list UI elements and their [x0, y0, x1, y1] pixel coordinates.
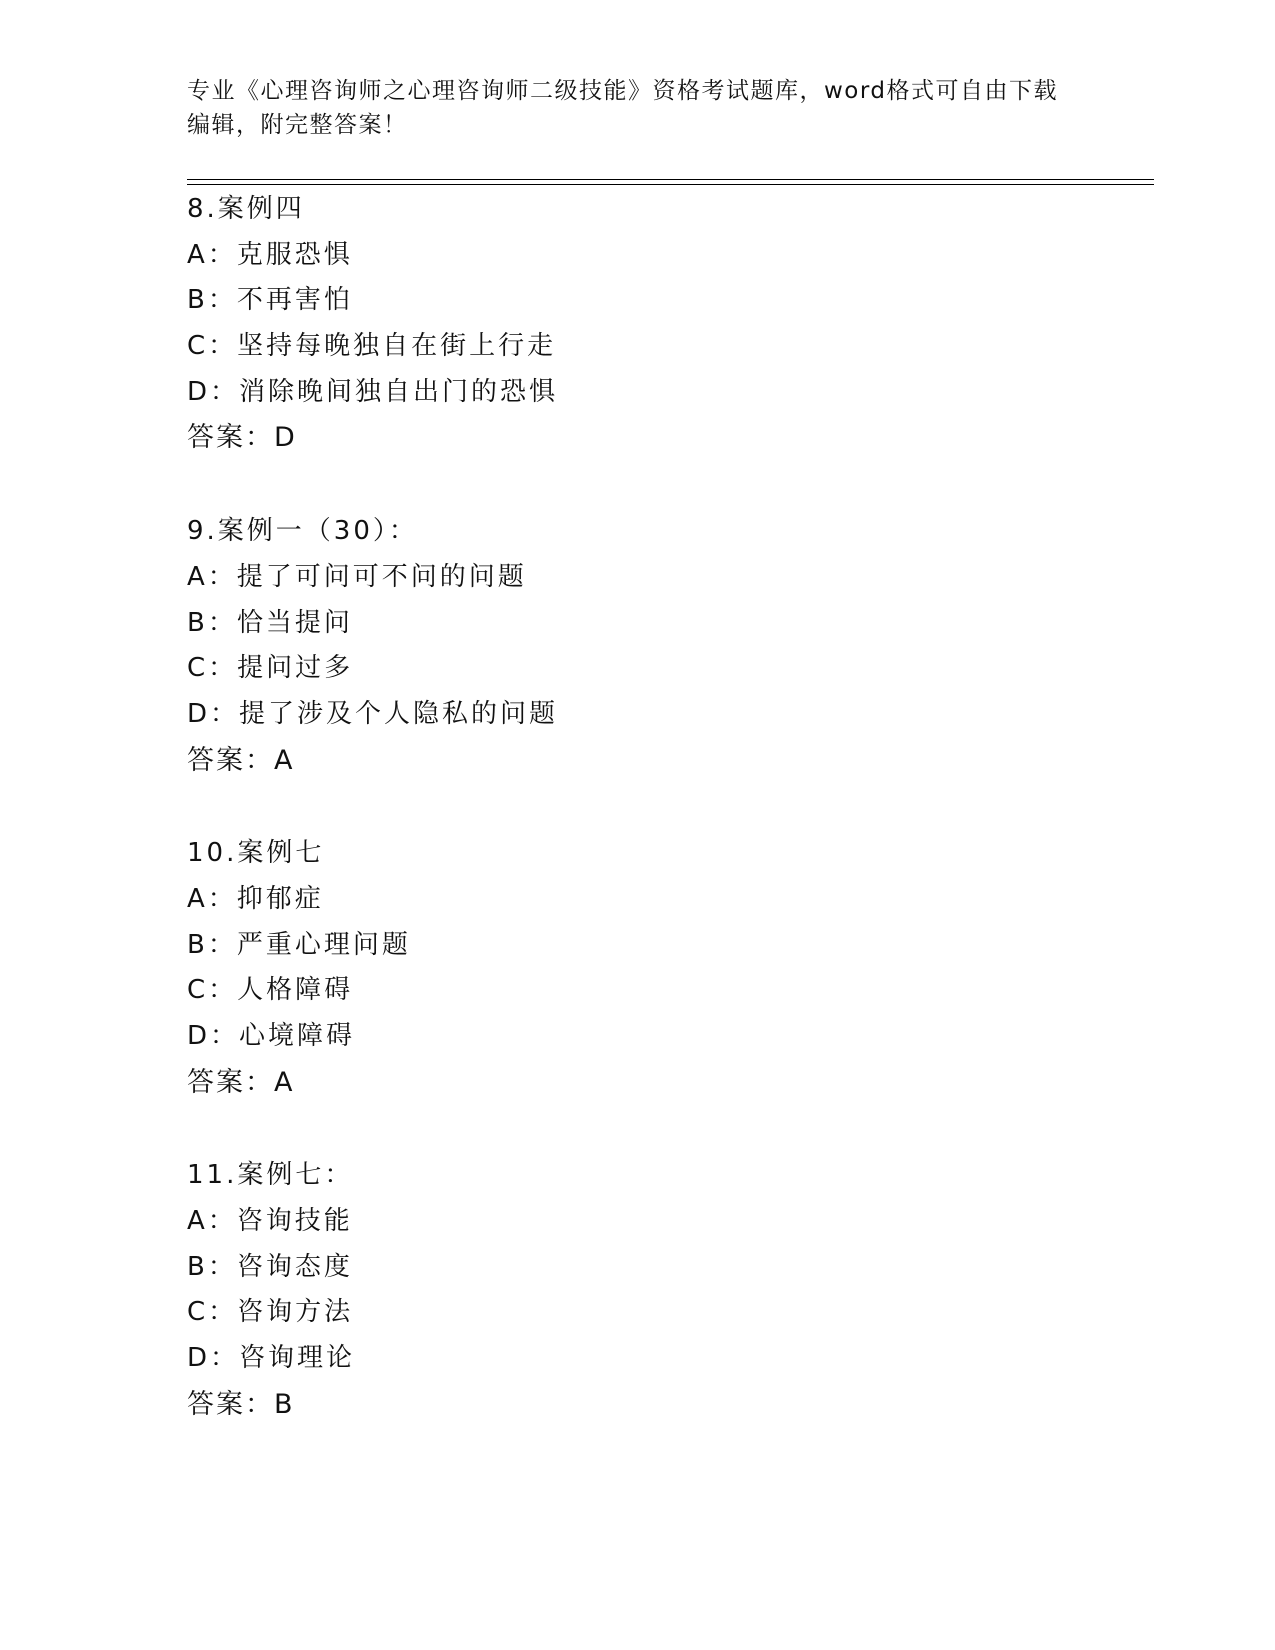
option-a: A：抑郁症 — [187, 883, 324, 914]
option-d: D：提了涉及个人隐私的问题 — [187, 698, 559, 729]
option-a: A：提了可问可不问的问题 — [187, 561, 527, 592]
header-line-1: 专业《心理咨询师之心理咨询师二级技能》资格考试题库，word格式可自由下载 — [187, 78, 1059, 104]
option-c: C：坚持每晚独自在街上行走 — [187, 331, 557, 362]
option-a: A：克服恐惧 — [187, 239, 353, 270]
answer-text: 答案：A — [187, 1066, 295, 1098]
question-9 — [187, 509, 1087, 783]
question-11 — [187, 1153, 1087, 1427]
question-title: 8.案例四 — [187, 194, 305, 224]
header-divider-bottom — [187, 184, 1154, 185]
option-d: D：心境障碍 — [187, 1021, 356, 1051]
option-d: D：咨询理论 — [187, 1343, 356, 1374]
question-title: 9.案例一（30）： — [187, 516, 418, 547]
option-b: B：严重心理问题 — [187, 929, 411, 960]
document-header — [187, 74, 1087, 142]
header-divider-top — [187, 179, 1154, 180]
answer-text: 答案：A — [187, 744, 295, 776]
option-d: D：消除晚间独自出门的恐惧 — [187, 376, 559, 407]
answer-text: 答案：B — [187, 1388, 295, 1420]
option-b: B：不再害怕 — [187, 285, 353, 316]
option-c: C：人格障碍 — [187, 975, 354, 1006]
option-c: C：咨询方法 — [187, 1297, 354, 1328]
question-8 — [187, 187, 1087, 461]
question-10 — [187, 831, 1087, 1105]
header-line-2: 编辑，附完整答案！ — [187, 112, 408, 138]
question-title: 11.案例七： — [187, 1160, 354, 1191]
option-a: A：咨询技能 — [187, 1206, 353, 1237]
option-b: B：咨询态度 — [187, 1251, 353, 1282]
option-b: B：恰当提问 — [187, 607, 353, 638]
option-c: C：提问过多 — [187, 653, 354, 684]
question-list — [187, 187, 1087, 1476]
question-title: 10.案例七 — [187, 838, 325, 869]
answer-text: 答案：D — [187, 422, 297, 454]
